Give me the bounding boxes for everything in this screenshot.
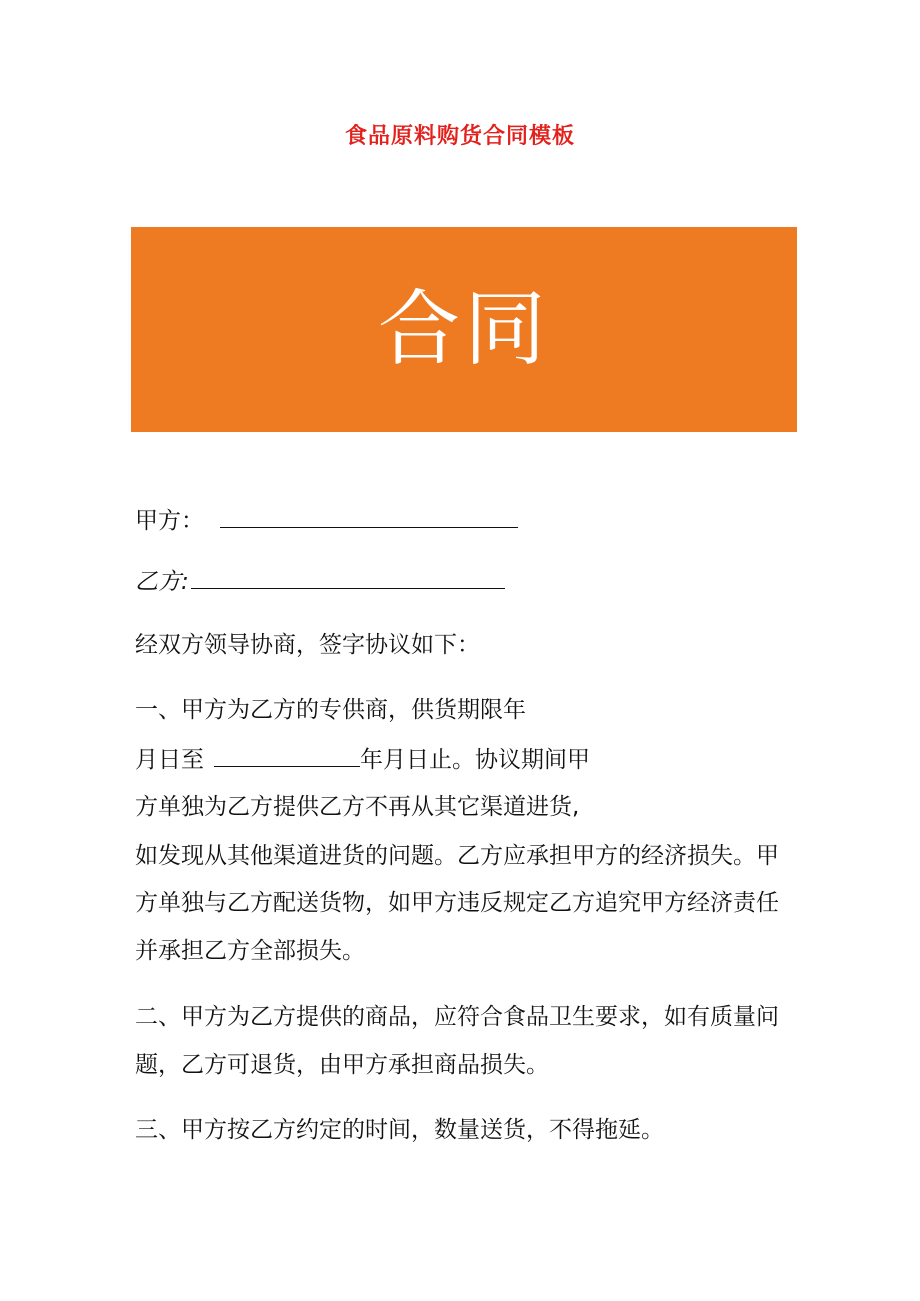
party-a-label: 甲方：	[135, 508, 204, 534]
clause-2-line-2: 题，乙方可退货，由甲方承担商品损失。	[135, 1052, 549, 1078]
clause-1-date-suffix: 年月日止。协议期间甲	[360, 747, 590, 773]
clause-1-line-2	[135, 744, 590, 775]
clause-1-line-1: 一、甲方为乙方的专供商，供货期限年	[135, 697, 526, 723]
clause-1-date-prefix: 月日至	[135, 747, 204, 773]
clause-1-line-6: 并承担乙方全部损失。	[135, 938, 365, 964]
contract-banner	[131, 227, 797, 432]
party-a-blank	[220, 505, 518, 528]
party-b-blank	[191, 566, 505, 589]
clause-1-line-4: 如发现从其他渠道进货的问题。乙方应承担甲方的经济损失。甲	[135, 843, 779, 869]
clause-3-line-1: 三、甲方按乙方约定的时间，数量送货，不得拖延。	[135, 1117, 664, 1143]
intro-line: 经双方领导协商，签字协议如下：	[135, 632, 480, 658]
party-b-row	[135, 566, 505, 597]
party-b-label: 乙方:	[135, 569, 189, 595]
party-a-row	[135, 505, 518, 536]
clause-1-line-3: 方单独为乙方提供乙方不再从其它渠道进货,	[135, 794, 580, 820]
document-title: 食品原料购货合同模板	[344, 124, 575, 149]
clause-2-line-1: 二、甲方为乙方提供的商品，应符合食品卫生要求，如有质量问	[135, 1004, 779, 1030]
clause-1-line-5: 方单独与乙方配送货物，如甲方违反规定乙方追究甲方经济责任	[135, 890, 779, 916]
banner-text: 合同	[377, 281, 550, 377]
clause-1-date-blank	[214, 744, 360, 767]
